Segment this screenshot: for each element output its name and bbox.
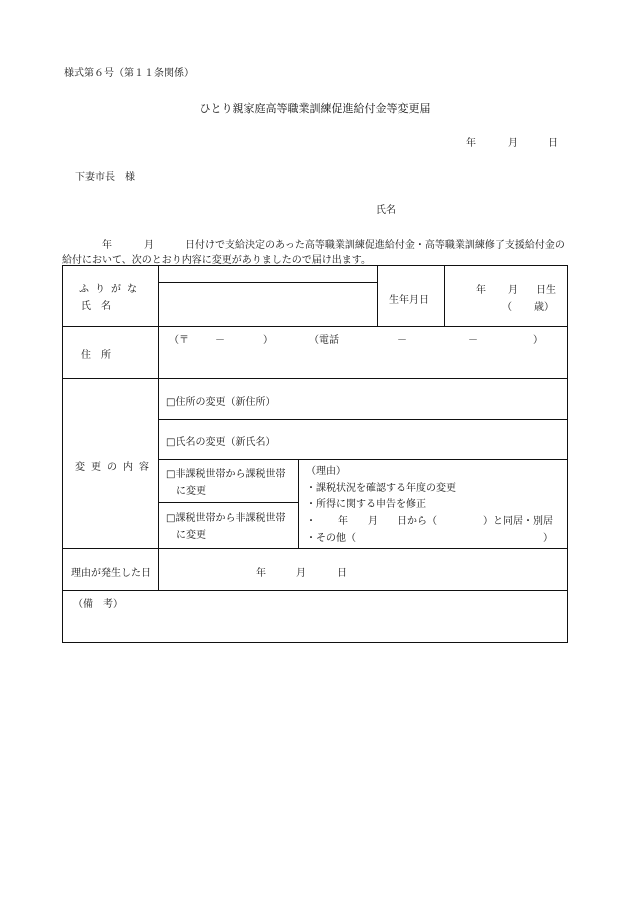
name-change-checkbox[interactable]: □氏名の変更（新氏名）: [166, 437, 276, 448]
birth-month: 月: [508, 285, 518, 296]
tax-to-nontax-checkbox[interactable]: □課税世帯から非課税世帯: [166, 513, 286, 524]
reason-tax-year-change: ・課税状況を確認する年度の変更: [306, 483, 456, 494]
age-open: （: [502, 302, 512, 313]
intro-year: 年: [102, 240, 112, 251]
nontax-to-tax-checkbox[interactable]: □非課税世帯から課税世帯: [166, 469, 286, 480]
remarks-label: （備 考）: [73, 599, 123, 610]
row-divider-1: [63, 326, 567, 327]
birth-day: 日生: [536, 285, 556, 296]
applicant-name-label: 氏名: [376, 205, 396, 216]
date-year-label: 年: [466, 138, 476, 149]
reason-other: ・その他（: [306, 533, 356, 544]
phone-dash-1: －: [397, 335, 407, 346]
occurrence-day: 日: [337, 568, 347, 579]
change-divider-3: [158, 502, 298, 503]
reason-cohabit-end: ）と同居・別居: [483, 516, 553, 527]
birth-label-divider-left: [377, 266, 378, 326]
reason-other-close: ）: [543, 533, 553, 544]
intro-month: 月: [144, 240, 154, 251]
change-divider-1: [158, 419, 567, 420]
row-divider-2: [63, 378, 567, 379]
reason-header: （理由）: [306, 466, 346, 477]
intro-line-1: [62, 236, 568, 250]
change-contents-label: 変更の内容: [75, 462, 155, 473]
row-divider-3: [63, 548, 567, 549]
addressee: 下妻市長 様: [75, 172, 135, 183]
reason-column-divider: [298, 459, 299, 548]
intro-line-1-text: 日付けで支給決定のあった高等職業訓練促進給付金・高等職業訓練修了支援給付金の: [185, 240, 565, 251]
form-title: ひとり親家庭高等職業訓練促進給付金等変更届: [199, 102, 431, 115]
nontax-to-tax-label-line2: に変更: [176, 486, 206, 497]
address-label: 住 所: [81, 350, 111, 361]
reason-income-correction: ・所得に関する申告を修正: [306, 499, 426, 510]
occurrence-month: 月: [296, 568, 306, 579]
date-month-label: 月: [508, 138, 518, 149]
phone-close: ）: [533, 335, 543, 346]
change-form-table: [62, 265, 568, 643]
change-divider-2: [158, 459, 567, 460]
birth-year: 年: [476, 285, 486, 296]
phone-dash-2: －: [468, 335, 478, 346]
age-close: 歳）: [534, 302, 554, 313]
address-change-checkbox[interactable]: □住所の変更（新住所）: [166, 397, 276, 408]
reason-cohabit-year: 年: [338, 516, 348, 527]
occurrence-date-label: 理由が発生した日: [71, 568, 151, 579]
postal-close: ）: [263, 335, 273, 346]
furigana-label: ふりがな: [79, 284, 143, 295]
label-column-divider: [158, 266, 159, 590]
occurrence-year: 年: [256, 568, 266, 579]
postal-open: （〒: [169, 335, 189, 346]
furigana-divider: [158, 282, 377, 283]
date-day-label: 日: [548, 138, 558, 149]
name-label: 氏 名: [81, 301, 111, 312]
postal-dash: －: [215, 335, 225, 346]
reason-cohabit-day: 日から（: [397, 516, 437, 527]
phone-open: （電話: [309, 335, 339, 346]
row-divider-4: [63, 590, 567, 591]
reason-cohabit-month: 月: [368, 516, 378, 527]
birth-date-label: 生年月日: [389, 295, 429, 306]
reason-cohabit-bullet: ・: [306, 516, 316, 527]
birth-label-divider-right: [444, 266, 445, 326]
tax-to-nontax-label-line2: に変更: [176, 530, 206, 541]
form-number: 様式第６号（第１１条関係）: [64, 68, 194, 79]
intro-line-2: 給付において、次のとおり内容に変更がありましたので届け出ます。: [62, 255, 371, 266]
